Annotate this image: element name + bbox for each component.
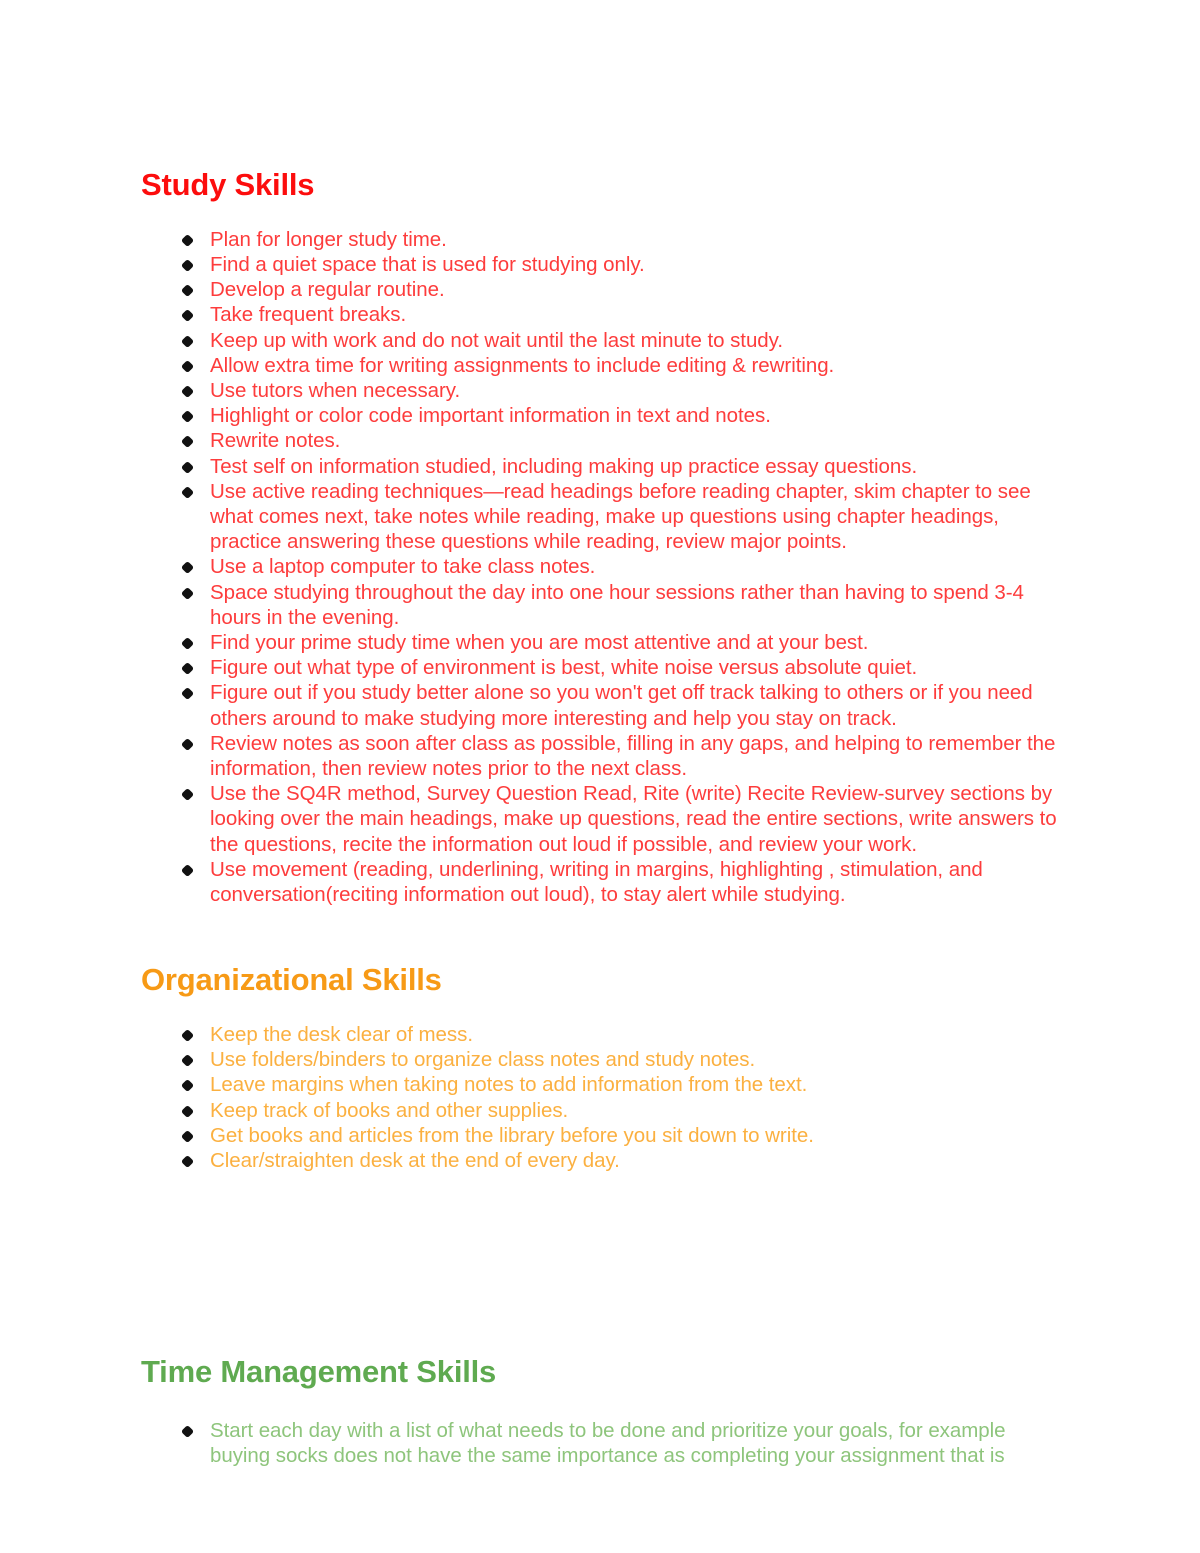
bullet-diamond-icon	[182, 1148, 194, 1173]
list-item-text: Keep the desk clear of mess.	[210, 1022, 473, 1046]
list-item-text: Take frequent breaks.	[210, 303, 407, 327]
time-management-skills-list	[141, 1418, 1059, 1468]
list-item-text: Get books and articles from the library before you sit down to write.	[210, 1123, 814, 1147]
list-item-text: Leave margins when taking notes to add information from the text.	[210, 1073, 808, 1097]
bullet-diamond-icon	[182, 428, 194, 453]
list-item	[141, 554, 1059, 579]
list-item-text: Allow extra time for writing assignments to include editing & rewriting.	[210, 353, 835, 377]
bullet-diamond-icon	[182, 328, 194, 353]
bullet-diamond-icon	[182, 580, 194, 605]
study-skills-list	[141, 227, 1059, 907]
list-item-text: Figure out if you study better alone so you won't get off track talking to others or if you need others around to make studying more interesting and help you stay on track.	[210, 681, 1033, 730]
list-item-text: Start each day with a list of what needs to be done and prioritize your goals, for example buying socks does not have the same importance as completing your assignment that is	[210, 1418, 1006, 1468]
list-item-text: Keep up with work and do not wait until the last minute to study.	[210, 328, 783, 352]
list-item-text: Plan for longer study time.	[210, 227, 447, 251]
list-item	[141, 479, 1059, 555]
list-item	[141, 680, 1059, 730]
list-item-text: Figure out what type of environment is best, white noise versus absolute quiet.	[210, 656, 918, 680]
list-item	[141, 1123, 1059, 1148]
bullet-diamond-icon	[182, 227, 194, 252]
list-item-text: Use tutors when necessary.	[210, 378, 461, 402]
list-item	[141, 277, 1059, 302]
list-item-text: Use active reading techniques—read headings before reading chapter, skim chapter to see what comes next, take notes while reading, make up questions using chapter headings, practice answering these questions while reading, review major points.	[210, 479, 1031, 554]
bullet-diamond-icon	[182, 781, 194, 806]
bullet-diamond-icon	[182, 554, 194, 579]
bullet-diamond-icon	[182, 630, 194, 655]
list-item-text: Test self on information studied, including making up practice essay questions.	[210, 454, 918, 478]
list-item	[141, 1098, 1059, 1123]
list-item	[141, 731, 1059, 781]
page-title-study-skills: Study Skills	[141, 167, 315, 202]
list-item	[141, 428, 1059, 453]
list-item-text: Clear/straighten desk at the end of every day.	[210, 1148, 620, 1172]
list-item	[141, 630, 1059, 655]
list-item	[141, 403, 1059, 428]
list-item	[141, 1418, 1059, 1468]
list-item	[141, 1022, 1059, 1047]
bullet-diamond-icon	[182, 655, 194, 680]
list-item	[141, 580, 1059, 630]
list-item-text: Find a quiet space that is used for studying only.	[210, 252, 645, 276]
list-item-text: Rewrite notes.	[210, 429, 341, 453]
list-item	[141, 227, 1059, 252]
bullet-diamond-icon	[182, 731, 194, 756]
bullet-diamond-icon	[182, 1072, 194, 1097]
list-item-text: Keep track of books and other supplies.	[210, 1098, 569, 1122]
bullet-diamond-icon	[182, 454, 194, 479]
bullet-diamond-icon	[182, 302, 194, 327]
list-item	[141, 655, 1059, 680]
list-item-text: Review notes as soon after class as possible, filling in any gaps, and helping to remember the information, then review notes prior to the next class.	[210, 731, 1056, 780]
bullet-diamond-icon	[182, 680, 194, 705]
list-item-text: Space studying throughout the day into one hour sessions rather than having to spend 3-4 hours in the evening.	[210, 580, 1024, 629]
list-item-text: Use folders/binders to organize class notes and study notes.	[210, 1048, 756, 1072]
list-item	[141, 252, 1059, 277]
list-item	[141, 781, 1059, 857]
list-item	[141, 1148, 1059, 1173]
list-item	[141, 328, 1059, 353]
bullet-diamond-icon	[182, 277, 194, 302]
bullet-diamond-icon	[182, 1418, 194, 1443]
bullet-diamond-icon	[182, 857, 194, 882]
bullet-diamond-icon	[182, 403, 194, 428]
section-heading-organizational-skills: Organizational Skills	[141, 962, 442, 998]
list-item-text: Use a laptop computer to take class notes.	[210, 555, 596, 579]
bullet-diamond-icon	[182, 1047, 194, 1072]
bullet-diamond-icon	[182, 353, 194, 378]
section-spacer	[141, 1173, 1059, 1235]
list-item-text: Highlight or color code important information in text and notes.	[210, 404, 771, 428]
list-item	[141, 353, 1059, 378]
list-item	[141, 302, 1059, 327]
bullet-diamond-icon	[182, 1123, 194, 1148]
list-item	[141, 378, 1059, 403]
list-item	[141, 454, 1059, 479]
organizational-skills-list	[141, 1022, 1059, 1173]
list-item-text: Use the SQ4R method, Survey Question Read, Rite (write) Recite Review-survey sections by looking over the main headings, make up questions, read the entire sections, write answers to the questions, recite the information out loud if possible, and review your work.	[210, 782, 1057, 856]
list-item-text: Find your prime study time when you are most attentive and at your best.	[210, 630, 869, 654]
bullet-diamond-icon	[182, 378, 194, 403]
bullet-diamond-icon	[182, 252, 194, 277]
list-item-text: Develop a regular routine.	[210, 278, 445, 302]
list-item	[141, 1072, 1059, 1097]
list-item	[141, 857, 1059, 907]
bullet-diamond-icon	[182, 1022, 194, 1047]
list-item	[141, 1047, 1059, 1072]
bullet-diamond-icon	[182, 1098, 194, 1123]
section-heading-time-management-skills: Time Management Skills	[141, 1354, 497, 1390]
bullet-diamond-icon	[182, 479, 194, 504]
list-item-text: Use movement (reading, underlining, writing in margins, highlighting , stimulation, and conversation(reciting information out loud), to stay alert while studying.	[210, 857, 983, 906]
